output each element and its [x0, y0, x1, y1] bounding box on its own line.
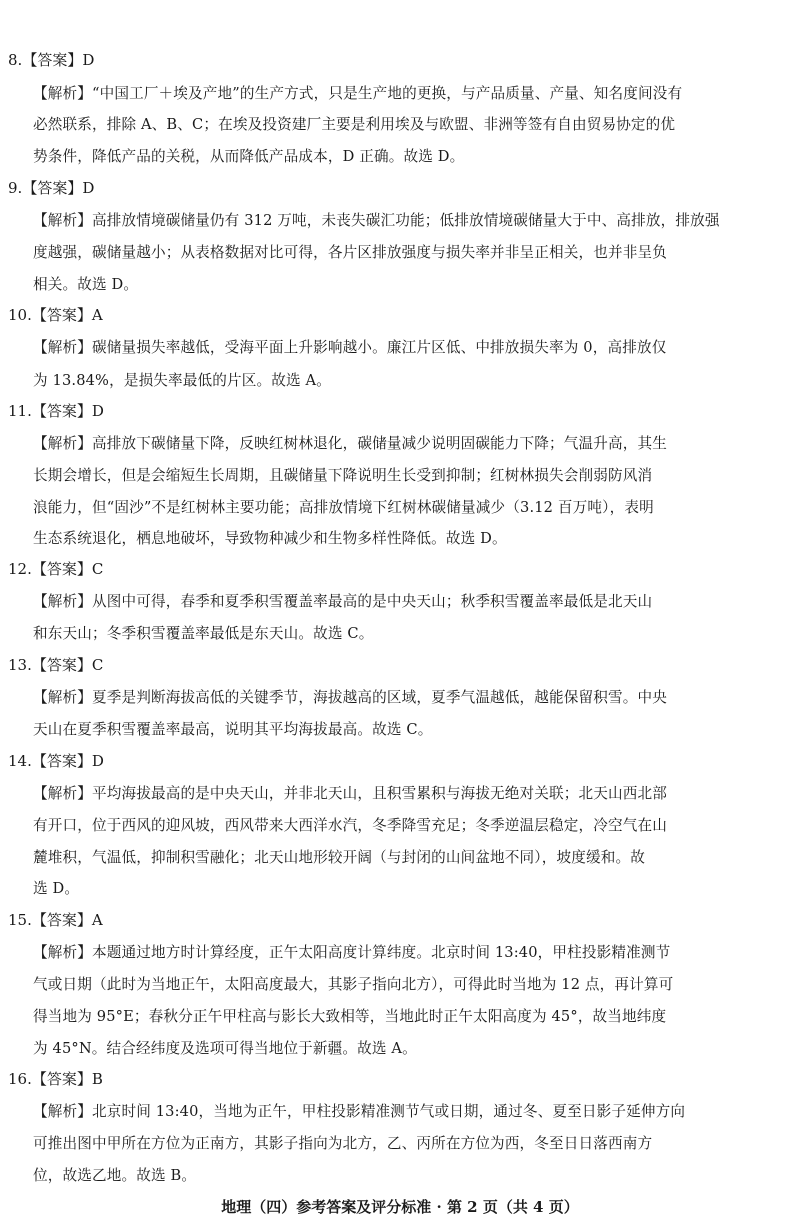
question-9-answer [8, 178, 94, 198]
answer-tag: 【答案】 [31, 911, 92, 929]
analysis-line: 浪能力，但“固沙”不是红树林主要功能；高排放情境下红树林碳储量减少（3.12 百万吨），表明 [33, 499, 654, 516]
analysis-line: 【解析】平均海拔最高的是中央天山，并非北天山，且积雪累积与海拔无绝对关联；北天山西北部 [33, 785, 667, 802]
analysis-line: 势条件，降低产品的关税，从而降低产品成本，D 正确。故选 D。 [33, 148, 465, 165]
analysis-line: 得当地为 95°E；春秋分正午甲柱高与影长大致相等，当地此时正午太阳高度为 45°，故当地纬度 [33, 1008, 667, 1025]
answer-letter: D [91, 402, 104, 420]
question-11-answer [8, 401, 104, 421]
analysis-line: 有开口，位于西风的迎风坡，西风带来大西洋水汽，冬季降雪充足；冬季逆温层稳定，冷空气在山 [33, 817, 667, 834]
question-13-answer [8, 655, 103, 675]
question-number: 12. [8, 560, 32, 578]
question-15-answer [8, 910, 103, 930]
question-10-answer [8, 305, 103, 325]
analysis-line: 度越强，碳储量越小；从表格数据对比可得，各片区排放强度与损失率并非呈正相关，也并非呈负 [33, 244, 667, 261]
analysis-line: 选 D。 [33, 880, 80, 897]
answer-letter: D [82, 179, 95, 197]
analysis-line: 【解析】“中国工厂＋埃及产地”的生产方式，只是生产地的更换，与产品质量、产量、知名度间没有 [33, 85, 683, 102]
question-number: 16. [8, 1070, 32, 1088]
analysis-line: 和东天山；冬季积雪覆盖率最低是东天山。故选 C。 [33, 625, 374, 642]
question-12-answer [8, 559, 103, 579]
question-14-answer [8, 751, 104, 771]
answer-letter: D [82, 51, 95, 69]
analysis-line: 【解析】从图中可得，春季和夏季积雪覆盖率最高的是中央天山；秋季积雪覆盖率最低是北天山 [33, 593, 653, 610]
answer-letter: B [91, 1070, 103, 1088]
analysis-line: 【解析】高排放下碳储量下降，反映红树林退化，碳储量减少说明固碳能力下降；气温升高，其生 [33, 435, 667, 452]
analysis-line: 【解析】夏季是判断海拔高低的关键季节，海拔越高的区域，夏季气温越低，越能保留积雪。中央 [33, 689, 667, 706]
answer-letter: D [91, 752, 104, 770]
analysis-line: 麓堆积，气温低，抑制积雪融化；北天山地形较开阔（与封闭的山间盆地不同），坡度缓和。故 [33, 849, 645, 866]
question-16-answer [8, 1069, 103, 1089]
question-number: 14. [8, 752, 32, 770]
analysis-line: 【解析】本题通过地方时计算经度，正午太阳高度计算纬度。北京时间 13:40，甲柱投影精准测节 [33, 944, 671, 961]
answer-tag: 【答案】 [31, 402, 92, 420]
answer-letter: A [91, 911, 103, 929]
analysis-line: 天山在夏季积雪覆盖率最高，说明其平均海拔最高。故选 C。 [33, 721, 433, 738]
question-number: 15. [8, 911, 32, 929]
question-number: 11. [8, 402, 32, 420]
answer-letter: A [91, 306, 103, 324]
analysis-line: 为 13.84%，是损失率最低的片区。故选 A。 [33, 372, 331, 389]
analysis-line: 为 45°N。结合经纬度及选项可得当地位于新疆。故选 A。 [33, 1040, 417, 1057]
analysis-line: 长期会增长，但是会缩短生长周期，且碳储量下降说明生长受到抑制；红树林损失会削弱防风消 [33, 467, 653, 484]
question-number: 9. [8, 179, 23, 197]
analysis-line: 【解析】北京时间 13:40，当地为正午，甲柱投影精准测节气或日期，通过冬、夏至日影子延伸方向 [33, 1103, 686, 1120]
analysis-line: 相关。故选 D。 [33, 276, 139, 293]
answer-letter: C [91, 560, 104, 578]
analysis-line: 可推出图中甲所在方位为正南方，其影子指向为北方，乙、丙所在方位为西，冬至日日落西南方 [33, 1135, 653, 1152]
answer-tag: 【答案】 [31, 306, 92, 324]
question-number: 8. [8, 51, 23, 69]
question-8-answer [8, 50, 94, 70]
answer-tag: 【答案】 [31, 560, 92, 578]
answer-tag: 【答案】 [31, 752, 92, 770]
analysis-line: 【解析】碳储量损失率越低，受海平面上升影响越小。廉江片区低、中排放损失率为 0，高排放仅 [33, 339, 667, 356]
answer-tag: 【答案】 [31, 1070, 92, 1088]
question-number: 13. [8, 656, 32, 674]
answer-letter: C [91, 656, 104, 674]
analysis-line: 位，故选乙地。故选 B。 [33, 1167, 197, 1184]
answer-tag: 【答案】 [22, 51, 83, 69]
analysis-line: 必然联系，排除 A、B、C；在埃及投资建厂主要是利用埃及与欧盟、非洲等签有自由贸易协定的优 [33, 116, 676, 133]
answer-tag: 【答案】 [31, 656, 92, 674]
page-footer: 地理（四）参考答案及评分标准 · 第 2 页（共 4 页） [221, 1198, 579, 1216]
analysis-line: 生态系统退化，栖息地破坏，导致物种减少和生物多样性降低。故选 D。 [33, 530, 507, 547]
analysis-line: 【解析】高排放情境碳储量仍有 312 万吨，未丧失碳汇功能；低排放情境碳储量大于中、高排放，排放强 [33, 212, 720, 229]
answer-tag: 【答案】 [22, 179, 83, 197]
analysis-line: 气或日期（此时为当地正午，太阳高度最大，其影子指向北方），可得此时当地为 12 点，再计算可 [33, 976, 674, 993]
question-number: 10. [8, 306, 32, 324]
